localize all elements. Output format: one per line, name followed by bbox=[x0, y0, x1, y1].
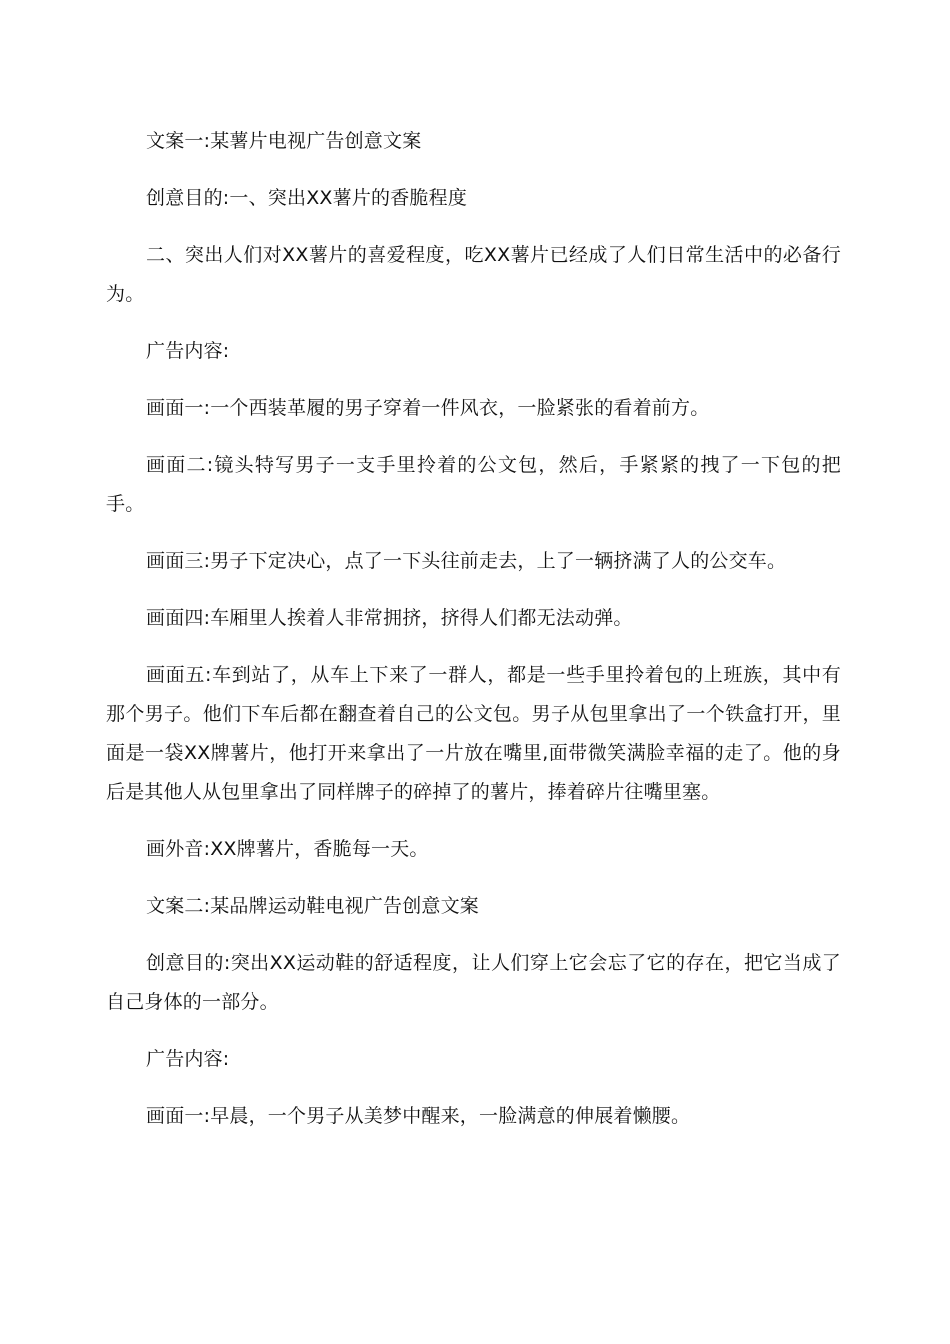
paragraph-purpose-shoes: 创意目的:突出XX运动鞋的舒适程度，让人们穿上它会忘了它的存在，把它当成了自己身体的一部分。 bbox=[106, 952, 841, 1013]
document-body bbox=[106, 122, 841, 1154]
paragraph-purpose-2: 二、突出人们对XX薯片的喜爱程度，吃XX薯片已经成了人们日常生活中的必备行为。 bbox=[106, 244, 841, 305]
paragraph-scene-2: 画面二:镜头特写男子一支手里拎着的公文包，然后，手紧紧的拽了一下包的把手。 bbox=[106, 454, 841, 515]
paragraph-scene-1: 画面一:一个西装革履的男子穿着一件风衣，一脸紧张的看着前方。 bbox=[146, 397, 710, 419]
paragraph-scene-3: 画面三:男子下定决心，点了一下头往前走去，上了一辆挤满了人的公交车。 bbox=[146, 550, 787, 572]
heading-ad-copy-2: 文案二:某品牌运动鞋电视广告创意文案 bbox=[146, 895, 480, 917]
paragraph-shoes-scene-1: 画面一:早晨，一个男子从美梦中醒来，一脸满意的伸展着懒腰。 bbox=[146, 1105, 691, 1127]
paragraph-purpose-1: 创意目的:一、突出XX薯片的香脆程度 bbox=[146, 187, 468, 209]
paragraph-scene-4: 画面四:车厢里人挨着人非常拥挤，挤得人们都无法动弹。 bbox=[146, 607, 633, 629]
paragraph-voiceover: 画外音:XX牌薯片，香脆每一天。 bbox=[146, 838, 429, 860]
heading-ad-copy-1: 文案一:某薯片电视广告创意文案 bbox=[146, 130, 422, 152]
paragraph-scene-5: 画面五:车到站了，从车上下来了一群人，都是一些手里拎着包的上班族，其中有那个男子。他们下车后都在翻查着自己的公文包。男子从包里拿出了一个铁盒打开，里面是一袋XX牌薯片，他打开来拿出了一片放在嘴里,面带微笑满脸幸福的走了。他的身后是其他人从包里拿出了同样牌子的碎掉了的薯片，捧着碎片往嘴里塞。 bbox=[106, 664, 841, 803]
paragraph-ad-content-label: 广告内容: bbox=[146, 340, 230, 362]
paragraph-ad-content-label-2: 广告内容: bbox=[146, 1048, 230, 1070]
